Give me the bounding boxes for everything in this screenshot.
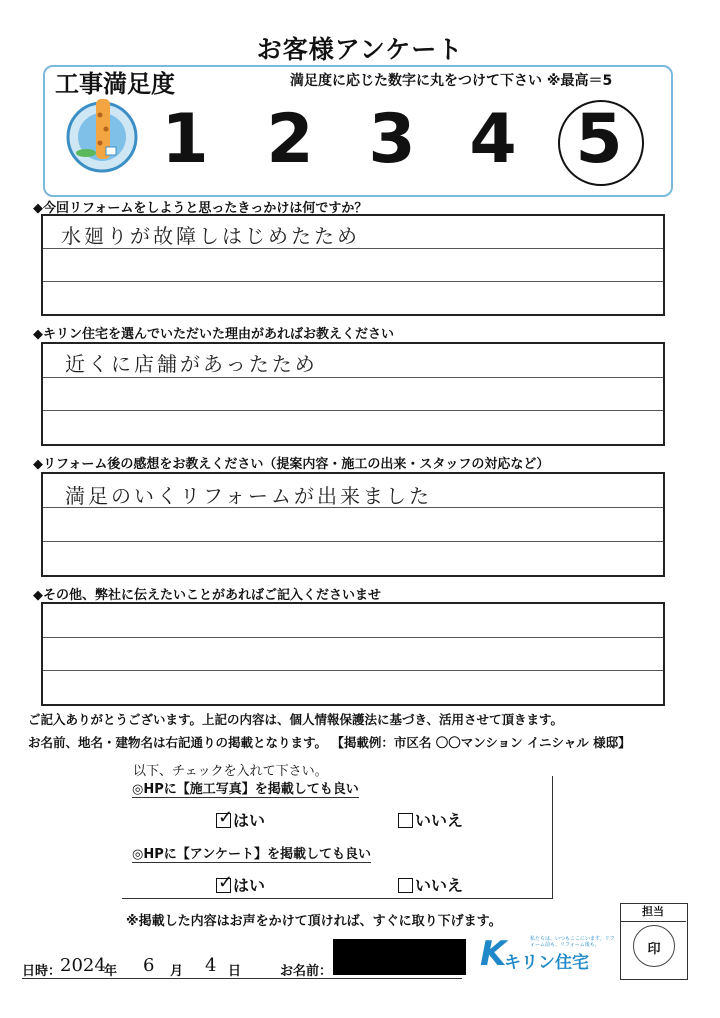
question-2-answer: 近くに店舗があったため xyxy=(65,352,318,376)
score-5[interactable]: 5 xyxy=(575,100,623,179)
question-3-answer-box[interactable] xyxy=(41,472,665,577)
score-4[interactable]: 4 xyxy=(469,100,517,179)
question-3-label: ◆リフォーム後の感想をお教えください（提案内容・施工の出来・スタッフの対応など） xyxy=(33,457,550,472)
consent-instruction: 以下、チェックを入れて下さい。 xyxy=(133,764,328,779)
date-year[interactable]: 2024 xyxy=(60,955,106,976)
staff-label: 担当 xyxy=(620,903,686,922)
score-1[interactable]: 1 xyxy=(161,100,209,179)
consent-photo-yes[interactable]: ✓ はい xyxy=(218,807,266,830)
consent-photo-no[interactable]: いいえ xyxy=(398,808,463,831)
consent-survey-yes[interactable]: ✓ はい xyxy=(218,872,266,895)
checkbox-icon[interactable] xyxy=(398,813,413,828)
staff-seal xyxy=(633,925,675,967)
question-2-answer-box[interactable] xyxy=(41,342,665,446)
question-4-answer-box[interactable] xyxy=(41,602,665,706)
satisfaction-instruction: 満足度に応じた数字に丸をつけて下さい ※最高＝5 xyxy=(290,73,613,89)
checkbox-checked-icon[interactable]: ✓ xyxy=(218,807,234,828)
question-4-label: ◆その他、弊社に伝えたいことがあればご記入くださいませ xyxy=(33,588,381,603)
question-3-answer: 満足のいくリフォームが出来ました xyxy=(65,484,432,508)
satisfaction-heading: 工事満足度 xyxy=(55,70,175,98)
redacted-name xyxy=(333,939,466,975)
question-1-answer-box[interactable] xyxy=(41,214,665,316)
footer-rule xyxy=(22,978,462,979)
question-1-label: ◆今回リフォームをしようと思ったきっかけは何ですか？ xyxy=(33,201,368,216)
question-1-answer: 水廻りが故障しはじめたため xyxy=(61,224,360,248)
staff-seal-text: 印 xyxy=(647,942,661,957)
giraffe-logo xyxy=(62,95,142,175)
consent-photo-question: ◎HPに【施工写真】を掲載しても良い xyxy=(132,778,359,798)
consent-survey-no[interactable]: いいえ xyxy=(398,873,463,896)
brand-k-icon: K xyxy=(480,934,507,974)
score-2[interactable]: 2 xyxy=(266,100,314,179)
date-day[interactable]: 4 xyxy=(205,955,217,976)
question-2-label: ◆キリン住宅を選んでいただいた理由があればお教えください xyxy=(33,327,394,342)
consent-survey-question: ◎HPに【アンケート】を掲載しても良い xyxy=(132,843,371,863)
brand-name: キリン住宅 xyxy=(504,953,589,973)
page-title: お客様アンケート xyxy=(256,35,464,64)
year-unit: 年 xyxy=(104,964,118,979)
date-month[interactable]: 6 xyxy=(143,955,155,976)
name-label: お名前： xyxy=(280,964,333,979)
checkbox-icon[interactable] xyxy=(398,878,413,893)
brand-logo xyxy=(480,934,620,976)
publishing-note: お名前、地名・建物名は右記通りの掲載となります。 【掲載例：市区名 〇〇マンション イニシャル 様邸】 xyxy=(28,735,631,750)
selected-score-circle xyxy=(558,100,644,186)
thanks-note: ご記入ありがとうございます。上記の内容は、個人情報保護法に基づき、活用させて頂きます。 xyxy=(28,712,564,727)
date-label: 日時： xyxy=(22,964,62,979)
checkbox-checked-icon[interactable]: ✓ xyxy=(218,872,234,893)
brand-tagline: 私たちは、いつもここにいます。リフォーム前も、リフォーム後も。 xyxy=(530,936,615,948)
consent-footnote: ※掲載した内容はお声をかけて頂ければ、すぐに取り下げます。 xyxy=(126,914,502,929)
score-3[interactable]: 3 xyxy=(368,100,416,179)
day-unit: 日 xyxy=(228,964,242,979)
month-unit: 月 xyxy=(170,964,184,979)
